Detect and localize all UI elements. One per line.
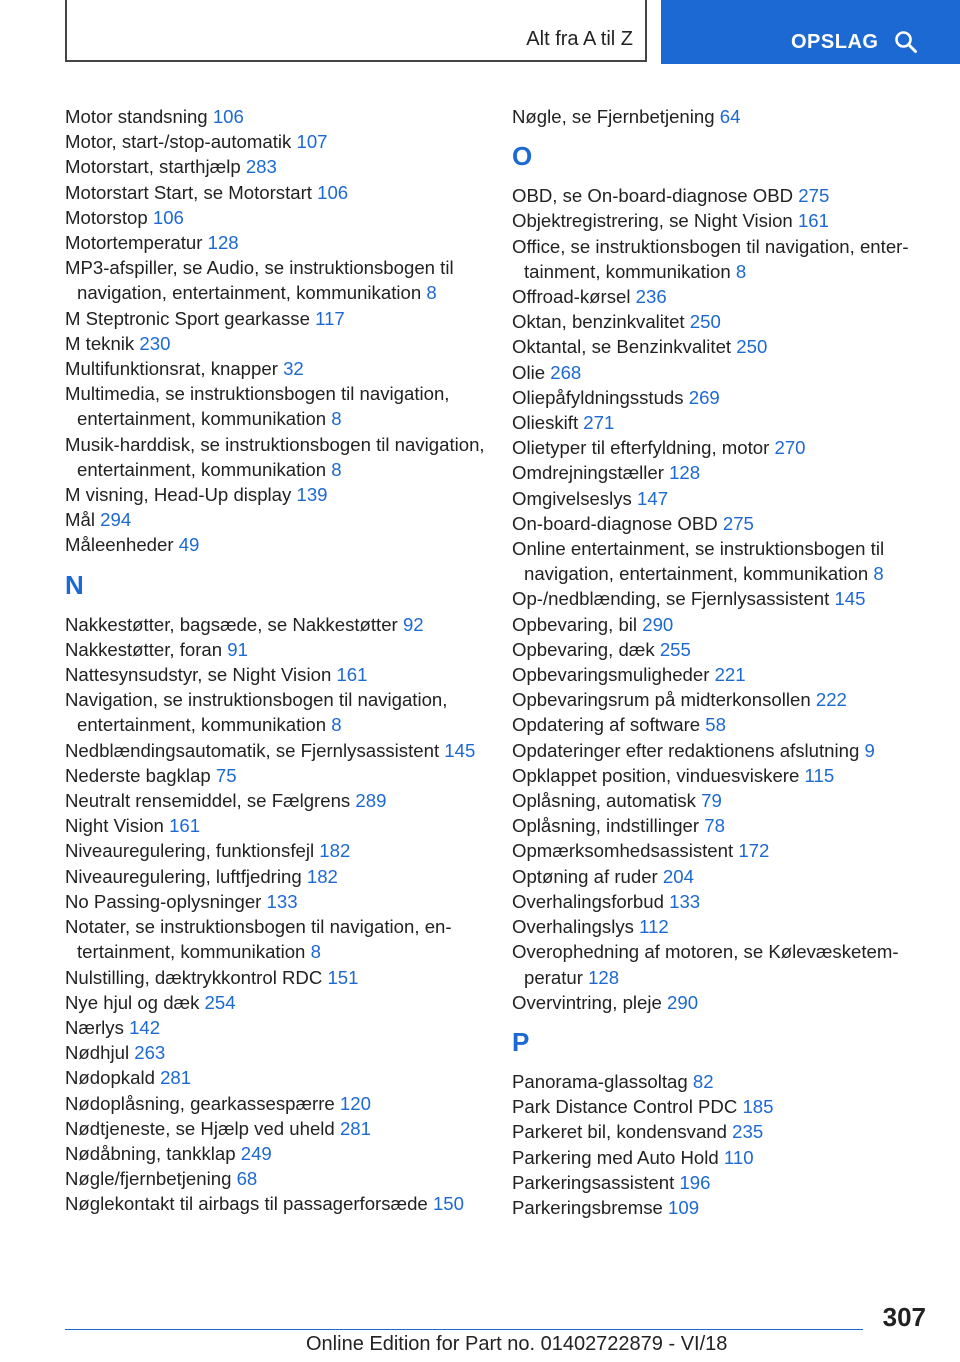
page-reference-link[interactable]: 145: [834, 588, 866, 610]
index-entry-text: Oliepåfyldningsstuds: [512, 386, 684, 408]
page-reference-link[interactable]: 221: [714, 664, 746, 686]
page-reference-link[interactable]: 161: [336, 664, 368, 686]
page-reference-link[interactable]: 249: [240, 1142, 272, 1164]
index-entry-text: Nødhjul: [65, 1042, 130, 1064]
page-reference-link[interactable]: 8: [310, 941, 321, 963]
index-entry-text: Nøglekontakt til airbags til passagerforsæde: [65, 1193, 428, 1215]
index-entry: [512, 838, 932, 863]
index-entry: [512, 662, 932, 687]
index-entry: [512, 864, 932, 889]
index-entry-text: Nakkestøtter, bagsæde, se Nakkestøtter: [65, 613, 398, 635]
index-entry-text: Nødopkald: [65, 1067, 155, 1089]
page-reference-link[interactable]: 255: [659, 638, 691, 660]
index-entry-text: M Steptronic Sport gearkasse: [65, 307, 310, 329]
page-reference-link[interactable]: 236: [635, 286, 667, 308]
index-entry-text: Oplåsning, indstillinger: [512, 815, 700, 837]
index-entry: [65, 965, 485, 990]
index-entry-text: Parkeringsbremse: [512, 1196, 663, 1218]
page-reference-link[interactable]: 250: [689, 311, 721, 333]
index-entry: [65, 914, 485, 964]
index-entry: [65, 507, 485, 532]
index-entry-text: OBD, se On-board-diagnose OBD: [512, 185, 794, 207]
index-entry: [65, 129, 485, 154]
index-entry: [65, 662, 485, 687]
index-entry-text: Nederste bagklap: [65, 764, 211, 786]
index-entry-text: Nattesynsudstyr, se Night Vision: [65, 664, 332, 686]
page-reference-link[interactable]: 254: [204, 991, 236, 1013]
index-entry: [512, 889, 932, 914]
page-reference-link[interactable]: 283: [245, 156, 277, 178]
index-entry-text: Park Distance Control PDC: [512, 1096, 738, 1118]
index-entry: [65, 381, 485, 431]
page-reference-link[interactable]: 182: [306, 865, 338, 887]
index-entry-text: Nedblændingsautomatik, se Fjernlysassistent: [65, 739, 440, 761]
index-letter-heading: O: [512, 141, 533, 172]
index-entry: [512, 788, 932, 813]
index-entry: [65, 104, 485, 129]
index-entry-text: Opklappet position, vinduesviskere: [512, 764, 800, 786]
index-entry-text: Overophedning af motoren, se Kølevæsketemperatur: [512, 941, 899, 988]
index-entry-text: Overhalingsforbud: [512, 890, 664, 912]
index-entry-text: Overhalingslys: [512, 916, 634, 938]
index-entry-text: Nye hjul og dæk: [65, 991, 200, 1013]
page-reference-link[interactable]: 142: [129, 1016, 161, 1038]
index-entry: [65, 180, 485, 205]
page-reference-link[interactable]: 8: [331, 714, 342, 736]
page-reference-link[interactable]: 230: [139, 332, 171, 354]
page-reference-link[interactable]: 110: [723, 1146, 754, 1168]
index-entry: [512, 460, 932, 485]
index-entry-text: Parkeret bil, kondensvand: [512, 1121, 727, 1143]
index-entry-text: Oplåsning, automatisk: [512, 790, 696, 812]
index-entry: [512, 284, 932, 309]
index-entry: [512, 687, 932, 712]
index-entry: [65, 788, 485, 813]
page-reference-link[interactable]: 182: [319, 840, 351, 862]
index-entry: [65, 230, 485, 255]
page-reference-link[interactable]: 294: [100, 509, 132, 531]
index-entry-text: Night Vision: [65, 815, 164, 837]
page-reference-link[interactable]: 8: [873, 563, 884, 585]
index-entry: [512, 536, 932, 586]
footer-text: Online Edition for Part no. 01402722879 - VI/18: [306, 1333, 728, 1355]
index-entry: [65, 255, 485, 305]
page-reference-link[interactable]: 8: [426, 282, 437, 304]
page-reference-link[interactable]: 32: [283, 358, 304, 380]
index-entry: [512, 612, 932, 637]
section-tab-label: Alt fra A til Z: [526, 28, 633, 50]
index-entry-text: Oktan, benzinkvalitet: [512, 311, 685, 333]
page-reference-link[interactable]: 106: [152, 206, 184, 228]
page-reference-link[interactable]: 112: [639, 916, 669, 938]
page-reference-link[interactable]: 49: [178, 534, 200, 556]
page-reference-link[interactable]: 290: [642, 613, 674, 635]
page-reference-link[interactable]: 109: [668, 1196, 700, 1218]
index-entry-text: Olie: [512, 361, 546, 383]
page-reference-link[interactable]: 147: [637, 487, 669, 509]
index-entry: [512, 813, 932, 838]
page-reference-link[interactable]: 204: [662, 865, 694, 887]
index-entry: [65, 990, 485, 1015]
index-entry: [512, 309, 932, 334]
index-entry: [512, 410, 932, 435]
page-reference-link[interactable]: 128: [588, 966, 620, 988]
index-entry-text: Navigation, se instruktionsbogen til navigation, entertainment, kommunikation: [65, 689, 448, 736]
page-reference-link[interactable]: 128: [669, 462, 701, 484]
index-entry: [65, 306, 485, 331]
index-entry-text: Nakkestøtter, foran: [65, 638, 223, 660]
index-entry-text: Opbevaring, bil: [512, 613, 638, 635]
page-reference-link[interactable]: 58: [705, 714, 726, 736]
index-entry: [512, 586, 932, 611]
page-reference-link[interactable]: 128: [207, 232, 239, 254]
index-entry: [65, 205, 485, 230]
page-reference-link[interactable]: 139: [296, 484, 328, 506]
index-entry-text: Objektregistrering, se Night Vision: [512, 210, 793, 232]
index-entry: [512, 637, 932, 662]
page-reference-link[interactable]: 92: [402, 613, 424, 635]
index-entry-text: Opbevaring, dæk: [512, 638, 655, 660]
page-reference-link[interactable]: 289: [355, 790, 387, 812]
index-entry: [512, 1069, 932, 1094]
index-entry: [65, 838, 485, 863]
index-entry-text: Niveauregulering, funktionsfejl: [65, 840, 315, 862]
index-entry: [65, 356, 485, 381]
index-entry: [512, 738, 932, 763]
index-column-right: [512, 104, 932, 1220]
page-reference-link[interactable]: 82: [692, 1070, 714, 1092]
index-entry: [65, 1091, 485, 1116]
index-entry: [65, 1015, 485, 1040]
index-entry: [512, 1119, 932, 1144]
page-reference-link[interactable]: 196: [679, 1171, 711, 1193]
page-reference-link[interactable]: 106: [212, 106, 244, 127]
index-entry-text: Parkering med Auto Hold: [512, 1146, 719, 1168]
index-entry: [512, 486, 932, 511]
page-reference-link[interactable]: 120: [339, 1092, 371, 1114]
index-entry-text: Olietyper til efterfyldning, motor: [512, 437, 770, 459]
index-entry-text: Nødtjeneste, se Hjælp ved uheld: [65, 1117, 335, 1139]
index-entry-text: Motorstart, starthjælp: [65, 156, 241, 178]
page-reference-link[interactable]: 290: [667, 991, 699, 1013]
index-entry: [65, 532, 485, 557]
index-entry-text: Optøning af ruder: [512, 865, 658, 887]
page-reference-link[interactable]: 68: [236, 1168, 258, 1190]
index-entry-text: Panorama-glassoltag: [512, 1070, 688, 1092]
index-entry: [65, 864, 485, 889]
page-reference-link[interactable]: 145: [444, 739, 476, 761]
index-entry: [65, 813, 485, 838]
index-entry: [512, 234, 932, 284]
index-entry-text: Office, se instruktionsbogen til navigation, entertainment, kommunikation: [512, 235, 909, 282]
index-entry-text: Opbevaringsmuligheder: [512, 664, 710, 686]
index-entry-text: Opdatering af software: [512, 714, 701, 736]
index-entry: [65, 154, 485, 179]
index-entry: [65, 738, 485, 763]
index-entry-text: Neutralt rensemiddel, se Fælgrens: [65, 790, 351, 812]
index-entry-text: Multifunktionsrat, knapper: [65, 358, 278, 380]
page-reference-link[interactable]: 115: [804, 764, 835, 786]
index-entry-text: Motorstop: [65, 206, 148, 228]
lookup-tab[interactable]: [661, 0, 960, 64]
index-entry: [512, 511, 932, 536]
page-reference-link[interactable]: 78: [704, 815, 725, 837]
index-entry: [512, 914, 932, 939]
page-reference-link[interactable]: 235: [732, 1121, 764, 1143]
index-entry: [512, 183, 932, 208]
index-entry: [512, 360, 932, 385]
index-entry-text: M visning, Head-Up display: [65, 484, 292, 506]
page-reference-link[interactable]: 150: [432, 1193, 464, 1215]
index-entry-text: Motorstart Start, se Motorstart: [65, 181, 312, 203]
index-entry-text: No Passing-oplysninger: [65, 890, 262, 912]
page-reference-link[interactable]: 8: [331, 408, 342, 430]
index-entry: [512, 104, 932, 129]
page-reference-link[interactable]: 64: [719, 106, 741, 127]
page-reference-link[interactable]: 133: [266, 890, 298, 912]
index-entry-text: Offroad-kørsel: [512, 286, 631, 308]
index-entry-text: Parkeringsassistent: [512, 1171, 675, 1193]
index-entry: [512, 939, 932, 989]
index-entry: [512, 763, 932, 788]
index-column-left: [65, 104, 485, 1217]
index-entry: [512, 435, 932, 460]
index-entry: [65, 687, 485, 737]
index-entry-text: Multimedia, se instruktionsbogen til navigation, entertainment, kommunikation: [65, 383, 450, 430]
page-reference-link[interactable]: 281: [339, 1117, 371, 1139]
page-reference-link[interactable]: 91: [227, 638, 248, 660]
page-reference-link[interactable]: 107: [296, 131, 328, 153]
index-entry-text: On-board-diagnose OBD: [512, 512, 718, 534]
index-entry: [512, 712, 932, 737]
page-reference-link[interactable]: 161: [797, 210, 829, 232]
index-entry-text: Olieskift: [512, 412, 579, 434]
page-reference-link[interactable]: 117: [315, 307, 345, 329]
page-reference-link[interactable]: 151: [327, 966, 359, 988]
index-entry: [512, 208, 932, 233]
index-entry-text: Opbevaringsrum på midterkonsollen: [512, 689, 811, 711]
index-entry-text: Opdateringer efter redaktionens afslutning: [512, 739, 860, 761]
index-entry: [65, 637, 485, 662]
page-reference-link[interactable]: 250: [736, 336, 768, 358]
index-entry: [512, 1170, 932, 1195]
index-entry-text: Måleenheder: [65, 534, 174, 556]
search-icon: [894, 30, 918, 54]
index-entry-text: Musik-harddisk, se instruktionsbogen til navigation, entertainment, kommunikation: [65, 433, 485, 480]
index-entry: [65, 612, 485, 637]
page-reference-link[interactable]: 8: [331, 458, 342, 480]
index-entry-text: Nødoplåsning, gearkassespærre: [65, 1092, 335, 1114]
index-entry: [512, 1145, 932, 1170]
index-entry: [65, 482, 485, 507]
page-reference-link[interactable]: 185: [742, 1096, 774, 1118]
page-reference-link[interactable]: 8: [735, 260, 747, 282]
page-reference-link[interactable]: 271: [583, 412, 615, 434]
index-entry-text: Online entertainment, se instruktionsbogen til navigation, entertainment, kommunikation: [512, 538, 885, 585]
index-entry: [65, 432, 485, 482]
index-entry: [512, 1094, 932, 1119]
index-entry: [65, 331, 485, 356]
index-entry-text: Omdrejningstæller: [512, 462, 664, 484]
index-entry-text: Omgivelseslys: [512, 487, 632, 509]
index-entry: [65, 1116, 485, 1141]
index-entry: [512, 334, 932, 359]
index-entry-text: Niveauregulering, luftfjedring: [65, 865, 302, 887]
index-entry-text: Overvintring, pleje: [512, 991, 662, 1013]
index-entry-text: MP3-afspiller, se Audio, se instruktionsbogen til navigation, entertainment, kommunikation: [65, 257, 454, 304]
page-reference-link[interactable]: 263: [134, 1042, 166, 1064]
index-entry-text: Motortemperatur: [65, 232, 203, 254]
index-entry-text: Nulstilling, dæktrykkontrol RDC: [65, 966, 323, 988]
index-letter-heading: N: [65, 569, 84, 600]
index-entry-text: Notater, se instruktionsbogen til navigation, entertainment, kommunikation: [65, 916, 452, 963]
lookup-tab-label: OPSLAG: [791, 31, 879, 53]
page-reference-link[interactable]: 222: [815, 689, 847, 711]
index-entry: [65, 1040, 485, 1065]
index-letter-heading: P: [512, 1026, 530, 1057]
section-tab[interactable]: [65, 0, 647, 62]
index-entry: [65, 1166, 485, 1191]
index-entry-text: Motor, start-/stop-automatik: [65, 131, 292, 153]
index-entry-text: Nærlys: [65, 1016, 124, 1038]
index-entry-text: Nødåbning, tankklap: [65, 1142, 236, 1164]
page-reference-link[interactable]: 270: [774, 437, 806, 459]
page-reference-link[interactable]: 161: [169, 815, 201, 837]
page-reference-link[interactable]: 75: [215, 764, 237, 786]
page-number: 307: [882, 1302, 926, 1332]
index-entry: [65, 1191, 485, 1216]
index-entry-text: M teknik: [65, 332, 135, 354]
page-reference-link[interactable]: 269: [688, 386, 720, 408]
index-entry-text: Nøgle/fjernbetjening: [65, 1168, 232, 1190]
index-entry-text: Oktantal, se Benzinkvalitet: [512, 336, 732, 358]
index-entry: [512, 990, 932, 1015]
page-reference-link[interactable]: 106: [317, 181, 349, 203]
page-reference-link[interactable]: 172: [738, 840, 770, 862]
index-entry-text: Opmærksomhedsassistent: [512, 840, 734, 862]
page-reference-link[interactable]: 133: [669, 890, 701, 912]
page-reference-link[interactable]: 9: [864, 739, 875, 761]
page-reference-link[interactable]: 268: [550, 361, 582, 383]
footer-rule: [65, 1329, 863, 1330]
index-entry: [65, 1065, 485, 1090]
page-reference-link[interactable]: 275: [722, 512, 754, 534]
index-entry: [512, 1195, 932, 1220]
index-entry: [65, 889, 485, 914]
index-entry-text: Motor standsning: [65, 106, 208, 127]
page-reference-link[interactable]: 79: [701, 790, 722, 812]
index-entry: [512, 385, 932, 410]
index-entry-text: Mål: [65, 509, 95, 531]
index-entry-text: Op-/nedblænding, se Fjernlysassistent: [512, 588, 830, 610]
page-reference-link[interactable]: 275: [798, 185, 830, 207]
index-entry-text: Nøgle, se Fjernbetjening: [512, 106, 715, 127]
index-entry: [65, 763, 485, 788]
index-entry: [65, 1141, 485, 1166]
page-reference-link[interactable]: 281: [160, 1067, 192, 1089]
